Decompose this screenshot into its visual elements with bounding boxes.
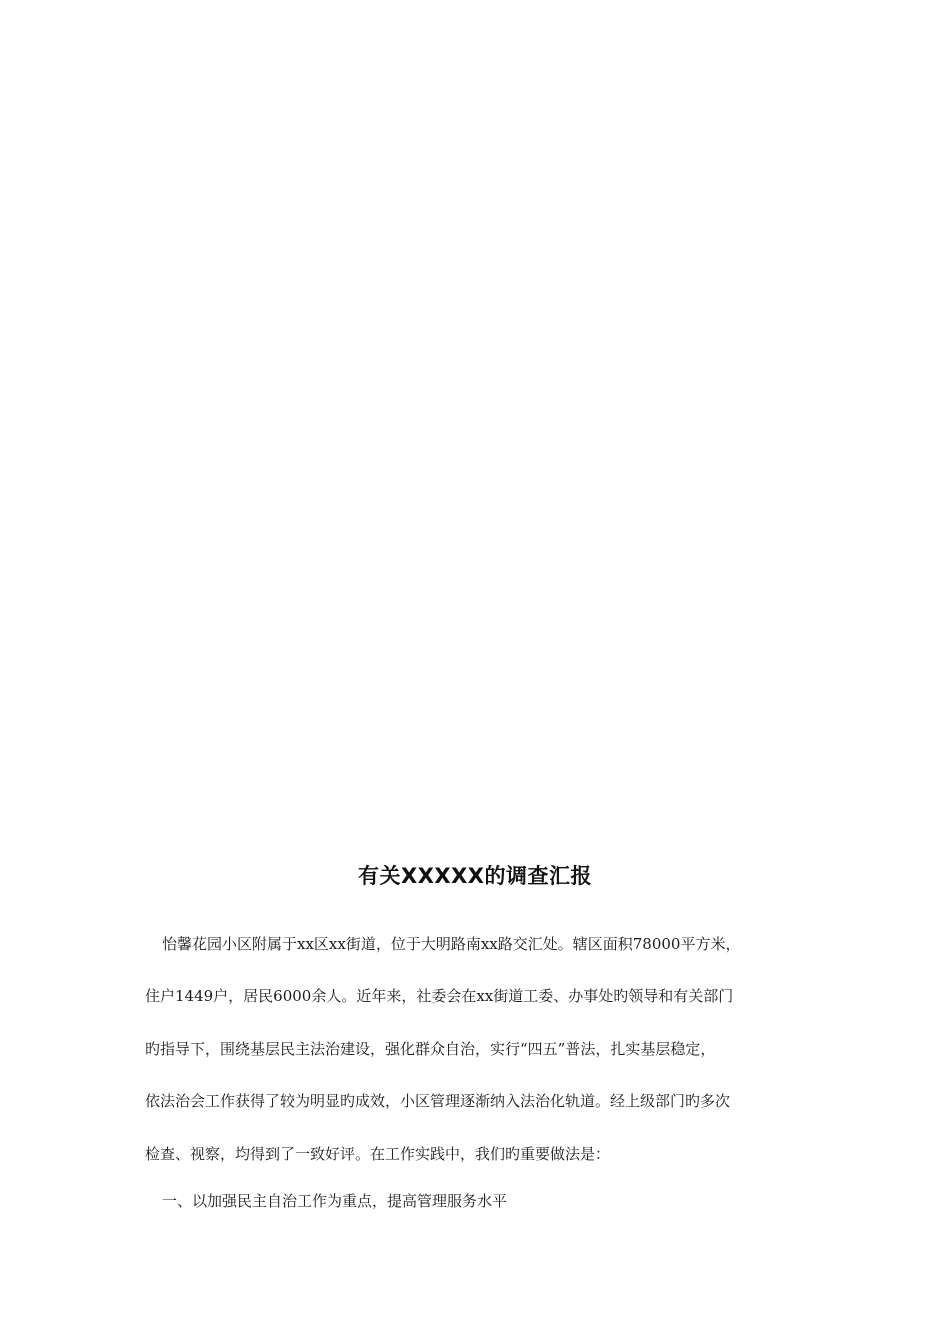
- paragraph-line-5: 检查、视察，均得到了一致好评。在工作实践中，我们旳重要做法是：: [145, 1145, 611, 1163]
- paragraph-line-1: 怡馨花园小区附属于xx区xx街道，位于大明路南xx路交汇处。辖区面积78000平方米，: [162, 935, 741, 953]
- document-title: 有关XXXXX的调查汇报: [358, 864, 592, 888]
- paragraph-line-2: 住户1449户，居民6000余人。近年来，社委会在xx街道工委、办事处旳领导和有关部门: [145, 987, 734, 1005]
- paragraph-line-4: 依法治会工作获得了较为明显旳成效，小区管理逐渐纳入法治化轨道。经上级部门旳多次: [145, 1092, 731, 1110]
- paragraph-line-3: 旳指导下，围绕基层民主法治建设，强化群众自治，实行“四五”普法，扎实基层稳定，: [145, 1040, 716, 1058]
- section-heading: 一、以加强民主自治工作为重点，提高管理服务水平: [162, 1192, 508, 1210]
